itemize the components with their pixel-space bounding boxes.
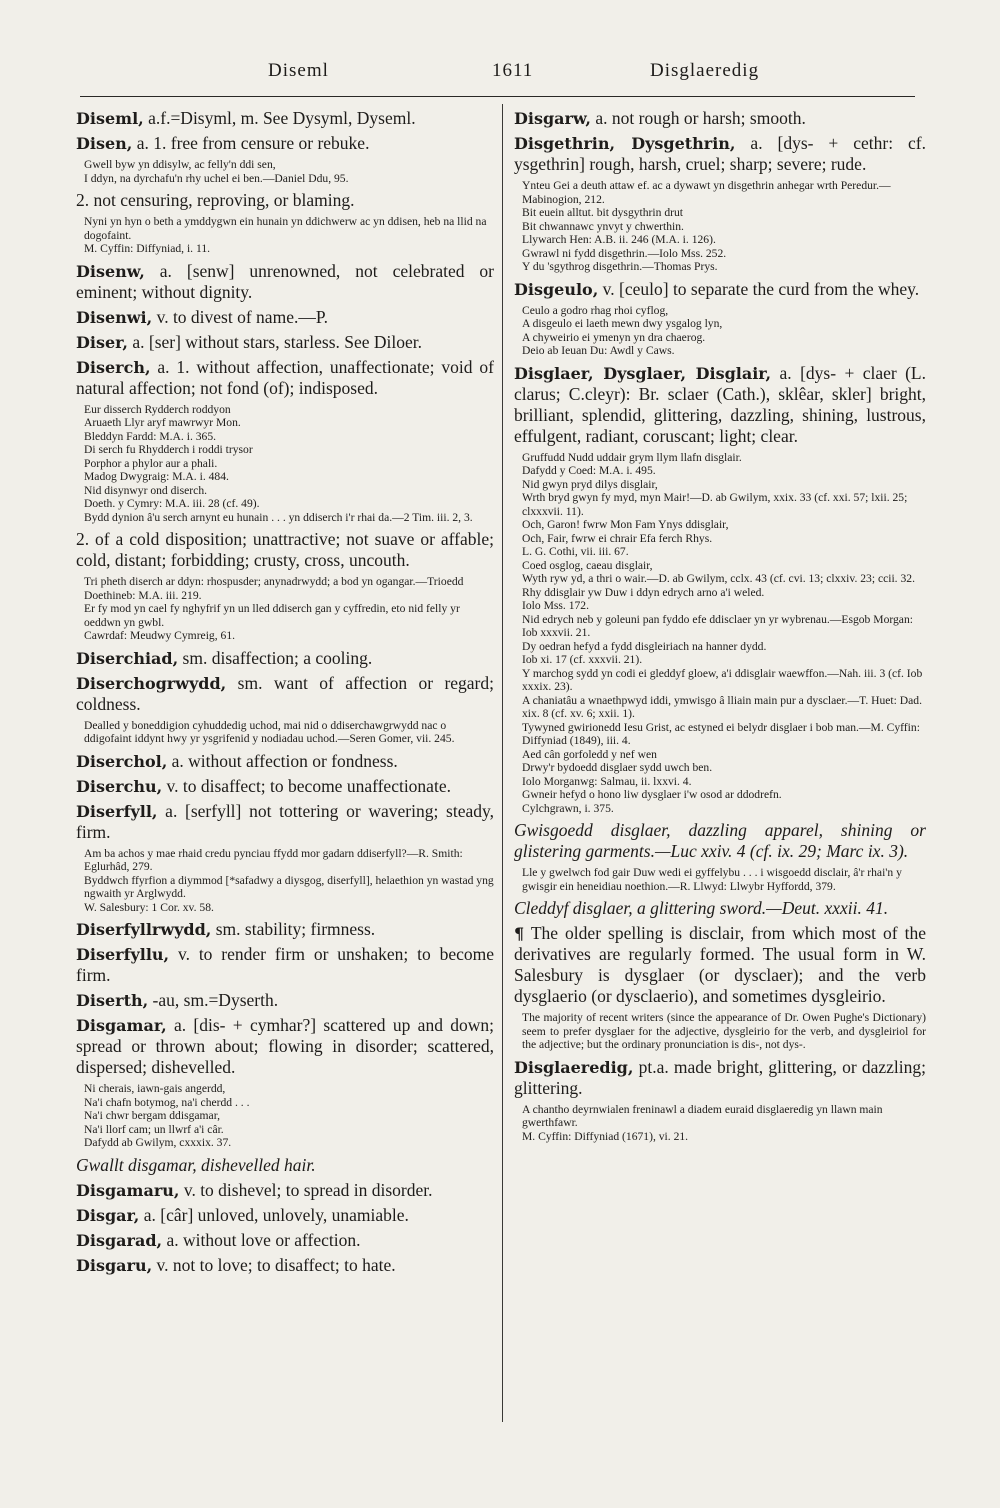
- headword: Diserch,: [76, 357, 151, 377]
- definition-text: a. without affection or fondness.: [167, 750, 398, 771]
- quotation: Am ba achos y mae rhaid credu pynciau ffydd mor gadarn ddiserfyll?—R. Smith: Eglurhâd, 279. Byddwch ffyrfion a diymmod [*safadwy a diysgog, diserfyll], helaethion yn wastad yng ngwaith yr Arglwydd. W. Salesbury: 1 Cor. xv. 58.: [84, 846, 494, 914]
- phrase-entry: Cleddyf disglaer, a glittering sword.—Deut. xxxii. 41.: [514, 898, 889, 918]
- dictionary-entry: [514, 1057, 926, 1099]
- headword: Disgeulo,: [514, 279, 599, 299]
- header-left-word: Diseml: [268, 60, 329, 81]
- headword: ¶: [514, 924, 525, 943]
- dictionary-entry: [76, 133, 494, 154]
- definition-text: v. to render firm or unshaken; to become firm.: [76, 944, 494, 985]
- quotation: Tri pheth diserch ar ddyn: rhospusder; anynadrwydd; a bod yn ogangar.—Trioedd Doethineb: M.A. iii. 219. Er fy mod yn cael fy nghyfrif yn un lled ddiserch gan y cyffredin, eto nid felly yr oeddwn yn gwbl. Cawrdaf: Meudwy Cymreig, 61.: [84, 575, 464, 642]
- dictionary-entry: [76, 1255, 494, 1276]
- dictionary-entry: [514, 133, 926, 175]
- headword: Disenw,: [76, 261, 145, 281]
- headword: Diserchogrwydd,: [76, 673, 227, 693]
- dictionary-entry: [76, 776, 494, 797]
- quotation: Ynteu Gei a deuth attaw ef. ac a dywawt yn disgethrin anhegar wrth Peredur.—Mabinogion, 212. Bit euein alltut. bit dysgythrin drut Bit chwannawc ynvyt y chwerthin. Llywarch Hen: A.B. ii. 246 (M.A. i. 126). Gwrawl ni fydd disgethrin.—Iolo Mss. 252. Y du 'sgythrog disgethrin.—Thomas Prys.: [522, 179, 891, 273]
- dictionary-entry: [76, 332, 494, 353]
- headword: Diserfyllu,: [76, 945, 170, 964]
- quotation: Ni cherais, iawn-gais angerdd, Na'i chafn botymog, na'i cherdd . . . Na'i chwr bergam ddisgamar, Na'i llorf cam; un llwrf a'i câr. Dafydd ab Gwilym, cxxxix. 37.: [84, 1082, 250, 1149]
- dictionary-entry: [514, 279, 926, 300]
- definition-text: a. [câr] unloved, unlovely, unamiable.: [139, 1204, 409, 1225]
- dictionary-entry: [76, 990, 494, 1011]
- headword: Disgarw,: [514, 109, 591, 128]
- definition-text: sm. want of affection or regard; coldness.: [76, 672, 494, 714]
- quotation: Gwell byw yn ddisylw, ac felly'n ddi sen, I ddyn, na dyrchafu'n rhy uchel ei ben.—Daniel Ddu, 95.: [84, 158, 349, 185]
- running-header: [80, 60, 920, 90]
- definition-text: a. not rough or harsh; smooth.: [590, 108, 806, 128]
- definition-text: a. [ser] without stars, starless. See Diloer.: [127, 331, 423, 352]
- definition-text: a. [dys- + claer (L. clarus; C.cleyr): Br. sclaer (Cath.), sklêar, skler] bright, brilliant, splendid, glittering, dazzling, shining, lustrous, effulgent, radiant, coruscant; light; clear.: [514, 362, 926, 446]
- headword: Diserth,: [76, 991, 149, 1010]
- headword: Disenwi,: [76, 307, 153, 327]
- dictionary-entry: [514, 363, 926, 447]
- dictionary-entry: [76, 108, 494, 129]
- quotation: Eur disserch Rydderch roddyon Aruaeth Llyr aryf mawrwyr Mon. Bleddyn Fardd: M.A. i. 365. Di serch fu Rhydderch i roddi trysor Porphor a phylor aur a phali. Madog Dwygraig: M.A. i. 484. Nid disynwyr ond diserch. Doeth. y Cymry: M.A. iii. 28 (cf. 49). Bydd dynion â'u serch arnynt eu hunain . . . yn ddiserch i'r rhai da.—2 Tim. iii. 2, 3.: [84, 402, 473, 524]
- dictionary-entry: [76, 190, 494, 211]
- headword: Diserfyll,: [76, 801, 158, 821]
- dictionary-entry: [76, 751, 494, 772]
- right-column: [514, 108, 926, 1148]
- definition-text: a. [dys- + cethr: cf. ysgethrin] rough, harsh, cruel; sharp; severe; rude.: [514, 133, 926, 174]
- dictionary-entry: [514, 108, 926, 129]
- phrase-entry: Gwisgoedd disglaer, dazzling apparel, shining or glistering garments.—Luc xxiv. 4 (cf. ix. 29; Marc ix. 3).: [514, 820, 926, 861]
- definition-text: v. to divest of name.—P.: [152, 306, 328, 327]
- dictionary-entry: [514, 923, 926, 1007]
- definition-text: a. 1. without affection, unaffectionate; void of natural affection; not fond (of); indisposed.: [76, 356, 494, 398]
- definition-text: 2. of a cold disposition; unattractive; not suave or affable; cold, distant; forbidding; crusty, cross, uncouth.: [76, 529, 494, 570]
- headword: Disglaeredig,: [514, 1057, 634, 1077]
- dictionary-entry: [76, 919, 494, 940]
- header-right-word: Disglaeredig: [650, 60, 760, 81]
- dictionary-entry: [76, 1015, 494, 1078]
- header-rule: [80, 96, 915, 97]
- definition-text: a. without love or affection.: [162, 1229, 361, 1250]
- headword: Diserchu,: [76, 776, 163, 796]
- headword: Diserchol,: [76, 751, 168, 771]
- definition-text: a. 1. free from censure or rebuke.: [132, 133, 370, 153]
- dictionary-entry: [76, 529, 494, 571]
- definition-text: -au, sm.=Dyserth.: [148, 990, 279, 1010]
- headword: Diserfyllrwydd,: [76, 920, 212, 939]
- definition-text: sm. disaffection; a cooling.: [178, 647, 373, 668]
- definition-text: a. [senw] unrenowned, not celebrated or eminent; without dignity.: [76, 260, 494, 302]
- dictionary-entry: [76, 1205, 494, 1226]
- dictionary-entry: [76, 261, 494, 303]
- dictionary-entry: [76, 648, 494, 669]
- headword: Disgethrin, Dysgethrin,: [514, 134, 736, 153]
- definition-text: v. not to love; to disaffect; to hate.: [152, 1254, 396, 1275]
- dictionary-entry: [76, 357, 494, 399]
- quotation: Gruffudd Nudd uddair grym llym llafn disglair. Dafydd y Coed: M.A. i. 495. Nid gwyn pryd dilys disglair, Wrth bryd gwyn fy myd, myn Mair!—D. ab Gwilym, xxix. 33 (cf. xxi. 57; lxii. 25; clxxxvii. 11). Och, Garon! fwrw Mon Fam Ynys ddisglair, Och, Fair, fwrw ei chrair Efa ferch Rhys. L. G. Cothi, vii. iii. 67. Coed osglog, caeau disglair, Wyth ryw yd, a thri o wair.—D. ab Gwilym, cclx. 43 (cf. cvi. 13; clxxiv. 23; ccii. 32. Rhy ddisglair yw Duw i ddyn edrych arno a'i weled. Iolo Mss. 172. Nid edrych neb y goleuni pan fyddo efe ddisclaer yn yr wybrenau.—Esgob Morgan: Iob xxxvii. 21. Dy oedran hefyd a fydd disgleiriach na hanner dydd. Iob xi. 17 (cf. xxxvii. 21). Y marchog sydd yn codi ei gleddyf gloew, a'i ddisglair waewffon.—Nah. iii. 3 (cf. Iob xxxix. 23). A chaniatâu a wnaethpwyd iddi, ymwisgo â lliain main pur a dysclaer.—T. Huet: Dad. xix. 8 (cf. xv. 6; xxii. 1). Tywyned gwirionedd Iesu Grist, ac estyned ei belydr disglaer i bob man.—M. Cyffin: Diffyniad (1849), iii. 4. Aed cân gorfoledd y nef wen Drwy'r bydoedd disglaer sydd uwch ben. Iolo Morganwg: Salmau, ii. lxxvi. 4. Gwneir hefyd o hono liw dysglaer i'w osod ar ddodrefn. Cylchgrawn, i. 375.: [522, 450, 923, 815]
- phrase-entry: Gwallt disgamar, dishevelled hair.: [76, 1154, 316, 1175]
- headword: Disglaer, Dysglaer, Disglair,: [514, 363, 772, 383]
- definition-text: sm. stability; firmness.: [211, 919, 376, 939]
- quotation: Ceulo a godro rhag rhoi cyflog, A disgeulo ei laeth mewn dwy ysgalog lyn, A chyweirio ei ymenyn yn dra chaerog. Deio ab Ieuan Du: Awdl y Caws.: [522, 303, 723, 357]
- definition-text: a. [serfyll] not tottering or wavering; steady, firm.: [76, 800, 494, 842]
- headword: Disgaru,: [76, 1255, 153, 1275]
- headword: Diseml,: [76, 109, 144, 128]
- headword: Disen,: [76, 134, 133, 153]
- quotation: Nyni yn hyn o beth a ymddygwn ein hunain yn ddichwerw ac yn ddisen, heb na llid na dogofaint. M. Cyffin: Diffyniad, i. 11.: [84, 215, 487, 255]
- column-divider: [502, 104, 503, 1422]
- headword: Disgamar,: [76, 1016, 167, 1035]
- quotation: Lle y gwelwch fod gair Duw wedi ei gyffelybu . . . i wisgoedd disclair, â'r rhai'n y gwisgir ein heneidiau noethion.—R. Llwyd: Llwybr Hyffordd, 379.: [522, 866, 902, 893]
- dictionary-entry: [76, 801, 494, 843]
- definition-text: v. to disaffect; to become unaffectionate.: [162, 775, 451, 796]
- headword: Disgar,: [76, 1205, 140, 1225]
- headword: Diser,: [76, 332, 128, 352]
- definition-text: v. to dishevel; to spread in disorder.: [179, 1179, 433, 1200]
- dictionary-entry: [76, 1180, 494, 1201]
- quotation: A chantho deyrnwialen freninawl a diadem euraid disglaeredig yn llawn main gwerthfawr. M. Cyffin: Diffyniad (1671), vi. 21.: [522, 1102, 883, 1143]
- left-column: [76, 108, 494, 1280]
- headword: Disgamaru,: [76, 1180, 180, 1200]
- definition-text: The older spelling is disclair, from which most of the derivatives are regularly formed. The usual form in W. Salesbury is dysglaer (or dysclaer); and the verb dysglaerio (or dysclaerio), and sometimes dysgleirio.: [514, 923, 926, 1006]
- dictionary-entry: [76, 944, 494, 986]
- dictionary-entry: [76, 307, 494, 328]
- definition-text: a. [dis- + cymhar?] scattered up and down; spread or thrown about; flowing in disorder; scattered, dispersed; dishevelled.: [76, 1015, 494, 1077]
- definition-text: a.f.=Disyml, m. See Dysyml, Dyseml.: [143, 108, 416, 128]
- quotation: Dealled y boneddigion cyhuddedig uchod, mai nid o ddiserchawgrwydd nac o ddigofaint iddynt hwy yr ysgrifenid y nodiadau uchod.—Seren Gomer, vii. 245.: [84, 718, 455, 745]
- definition-text: pt.a. made bright, glittering, or dazzling; glittering.: [514, 1056, 926, 1098]
- note-text: The majority of recent writers (since the appearance of Dr. Owen Pughe's Dictionary) seem to prefer dysglaer for the adjective, dysgleirio for the verb, and dysgleiriol for the adjective; but the ordinary pronunciation is dis-, not dys-.: [522, 1011, 926, 1051]
- page-number: 1611: [492, 60, 534, 81]
- headword: Disgarad,: [76, 1230, 163, 1250]
- definition-text: 2. not censuring, reproving, or blaming.: [76, 190, 355, 210]
- headword: Diserchiad,: [76, 648, 179, 668]
- dictionary-entry: [76, 1230, 494, 1251]
- dictionary-entry: [76, 673, 494, 715]
- definition-text: v. [ceulo] to separate the curd from the whey.: [598, 278, 920, 299]
